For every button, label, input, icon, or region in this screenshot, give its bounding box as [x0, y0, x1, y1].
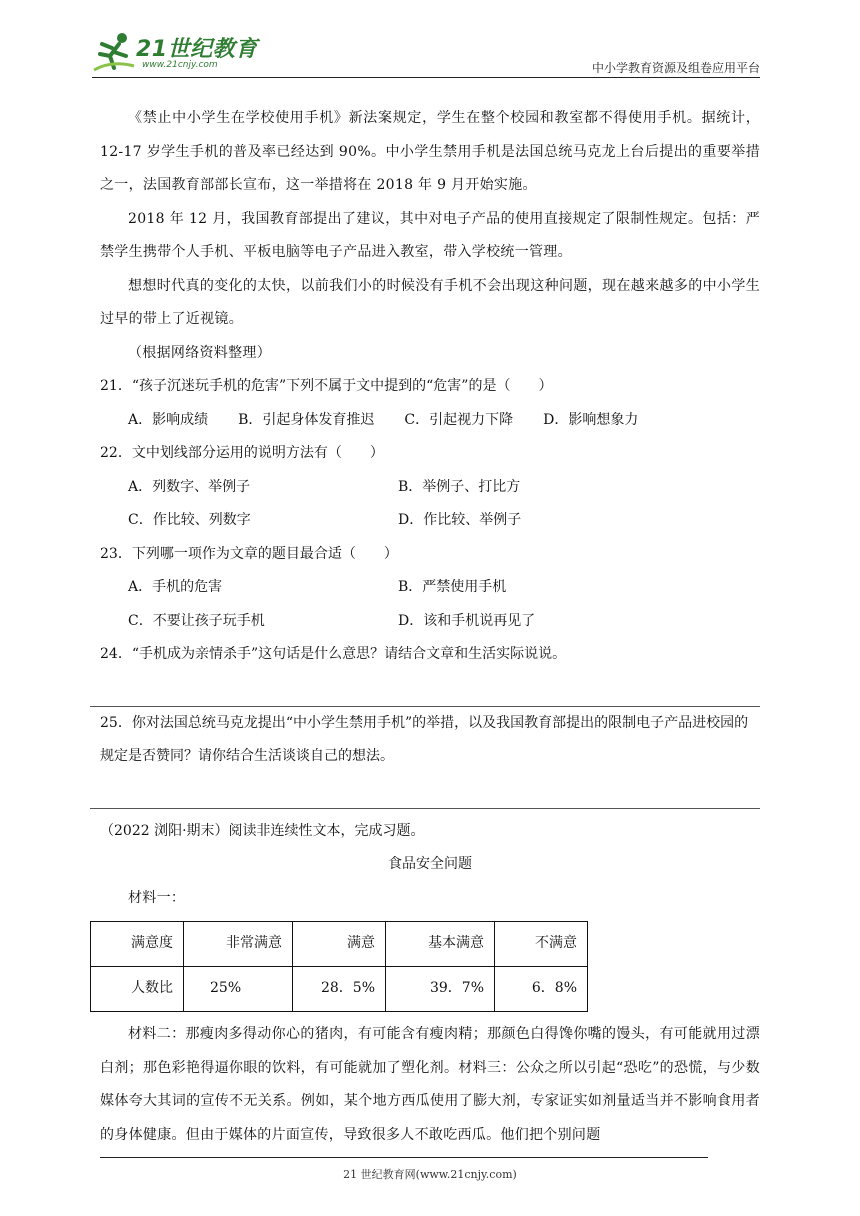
- option-c[interactable]: C．不要让孩子玩手机: [128, 612, 265, 629]
- option-b[interactable]: B．举例子、打比方: [398, 478, 521, 495]
- table-cell: 非常满意: [184, 922, 293, 967]
- table-cell: 25%: [184, 967, 293, 1012]
- option-a[interactable]: A．影响成绩: [128, 411, 209, 428]
- passage-paragraph-1: 《禁止中小学生在学校使用手机》新法案规定，学生在整个校园和教室都不得使用手机。据统计，12-17 岁学生手机的普及率已经达到 90%。中小学生禁用手机是法国总统马克龙上台后提出的重要举措之一，法国教育部部长宣布，这一举措将在 2018 年 9 月开始实施。: [100, 110, 760, 193]
- passage-paragraph-3: 想想时代真的变化的太快，以前我们小的时候没有手机不会出现这种问题，现在越来越多的中小学生过早的带上了近视镜。: [100, 277, 760, 327]
- material-2-text: 材料二：那瘦肉多得动你心的猪肉，有可能含有瘦肉精；那颜色白得馋你嘴的馒头，有可能就用过漂白剂；那色彩艳得逼你眼的饮料，有可能就加了塑化剂。材料三：公众之所以引起“恐吃”的恐慌，与少数媒体夸大其词的宣传不无关系。例如，某个地方西瓜使用了膨大剂，专家证实如剂量适当并不影响食用者的身体健康。但由于媒体的片面宣传，导致很多人不敢吃西瓜。他们把个别问题: [100, 1026, 760, 1143]
- question-23-stem: 23．下列哪一项作为文章的题目最合适（ ）: [100, 545, 398, 562]
- section-intro: （2022 浏阳·期末）阅读非连续性文本，完成习题。: [100, 822, 425, 839]
- question-25-stem: 25．你对法国总统马克龙提出“中小学生禁用手机”的举措，以及我国教育部提出的限制电子产品进校园的规定是否赞同？请你结合生活谈谈自己的想法。: [100, 714, 749, 764]
- table-cell: 满意: [293, 922, 386, 967]
- passage-paragraph-2: 2018 年 12 月，我国教育部提出了建议，其中对电子产品的使用直接规定了限制性规定。包括：严禁学生携带个人手机、平板电脑等电子产品进入教室，带入学校统一管理。: [100, 210, 760, 260]
- question-23-options: [100, 571, 760, 638]
- answer-line-25[interactable]: [90, 774, 760, 809]
- table-cell: 满意度: [91, 922, 184, 967]
- table-row: [91, 967, 588, 1012]
- page-header: [92, 30, 760, 82]
- runner-icon: [92, 30, 136, 74]
- satisfaction-table: [90, 921, 588, 1012]
- platform-name: 中小学教育资源及组卷应用平台: [591, 61, 760, 75]
- option-b[interactable]: B．引起身体发育推迟: [238, 411, 375, 428]
- table-cell: 人数比: [91, 967, 184, 1012]
- option-d[interactable]: D．影响想象力: [543, 411, 639, 428]
- option-c[interactable]: C．作比较、列数字: [128, 512, 251, 528]
- footer-divider: [100, 1157, 708, 1158]
- table-row: [91, 922, 588, 967]
- option-a[interactable]: A．手机的危害: [128, 579, 223, 595]
- option-d[interactable]: D．作比较、举例子: [398, 512, 522, 528]
- passage-source: （根据网络资料整理）: [128, 344, 271, 361]
- question-21-stem: 21．“孩子沉迷玩手机的危害”下列不属于文中提到的“危害”的是（ ）: [100, 378, 553, 394]
- question-21-options: [100, 404, 760, 438]
- section-title: 食品安全问题: [388, 856, 472, 872]
- table-cell: 不满意: [495, 922, 588, 967]
- table-cell: 39．7%: [386, 967, 495, 1012]
- table-cell: 6．8%: [495, 967, 588, 1012]
- page-footer: 21 世纪教育网(www.21cnjy.com): [343, 1168, 517, 1181]
- table-cell: 基本满意: [386, 922, 495, 967]
- option-c[interactable]: C．引起视力下降: [404, 411, 514, 428]
- option-a[interactable]: A．列数字、举例子: [128, 478, 251, 495]
- option-d[interactable]: D．该和手机说再见了: [398, 612, 536, 629]
- material-1-label: 材料一：: [128, 889, 186, 906]
- question-22-options: [100, 471, 760, 538]
- option-b[interactable]: B．严禁使用手机: [398, 579, 507, 595]
- table-cell: 28．5%: [293, 967, 386, 1012]
- question-22-stem: 22．文中划线部分运用的说明方法有（ ）: [100, 445, 384, 461]
- logo-text: 21世纪教育: [136, 37, 258, 62]
- question-24-stem: 24．“手机成为亲情杀手”这句话是什么意思？请结合文章和生活实际说说。: [100, 646, 567, 662]
- site-logo: [92, 30, 292, 76]
- answer-line-24[interactable]: [90, 672, 760, 707]
- document-body: [100, 102, 760, 1152]
- logo-url: www.21cnjy.com: [142, 60, 218, 70]
- header-divider: [92, 77, 760, 78]
